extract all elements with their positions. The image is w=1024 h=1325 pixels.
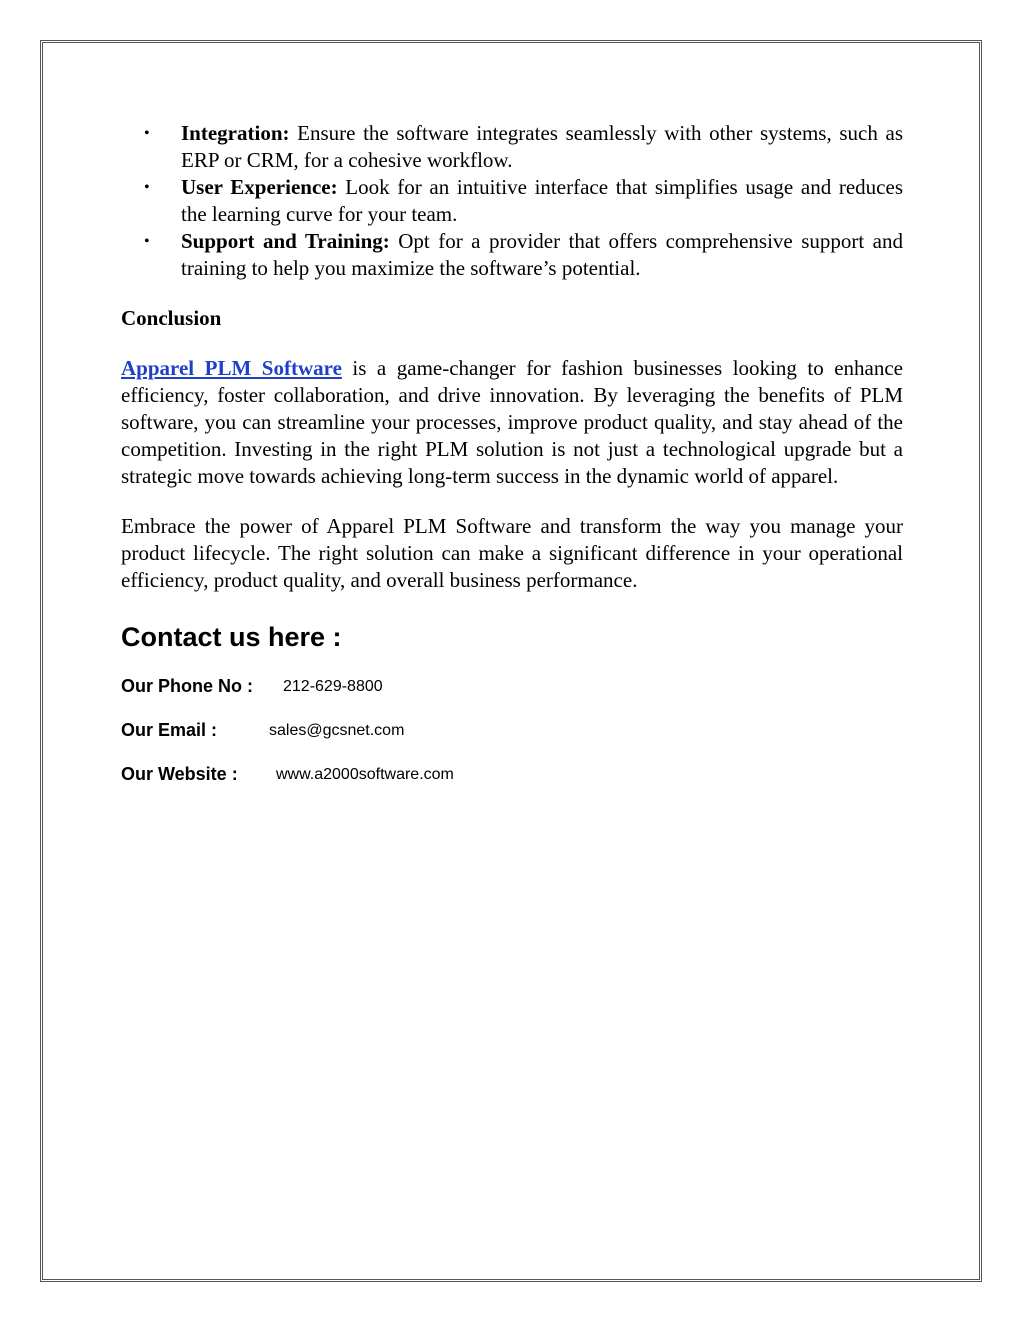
document-content [121,120,903,786]
conclusion-paragraph-1-text: is a game-changer for fashion businesses looking to enhance efficiency, foster collaboration, and drive innovation. By leveraging the benefits of PLM software, you can streamline your processes, improve product quality, and stay ahead of the competition. Investing in the right PLM solution is not just a technological upgrade but a strategic move towards achieving long-term success in the dynamic world of apparel. [121,356,903,488]
list-item-term: Integration: [181,121,290,145]
bullet-icon: • [144,125,150,142]
conclusion-paragraph-1 [121,355,903,490]
bullet-icon: • [144,233,150,250]
list-item [121,120,903,174]
list-item [121,228,903,282]
conclusion-paragraph-2: Embrace the power of Apparel PLM Software and transform the way you manage your product lifecycle. The right solution can make a significant difference in your operational efficiency, product quality, and overall business performance. [121,514,903,592]
contact-title: Contact us here : [121,622,342,652]
contact-website-row [121,762,903,786]
list-item-text: Opt for a provider that offers comprehensive support and training to help you maximize the software’s potential. [181,229,903,280]
list-item-text: Ensure the software integrates seamlessly with other systems, such as ERP or CRM, for a cohesive workflow. [181,121,903,172]
email-label: Our Email : [121,720,218,740]
website-label: Our Website : [121,764,238,784]
apparel-plm-software-link[interactable]: Apparel PLM Software [121,356,342,380]
list-item-term: User Experience: [181,175,338,199]
list-item-term: Support and Training: [181,229,390,253]
website-value: www.a2000software.com [276,766,454,783]
phone-value: 212-629-8800 [283,678,383,695]
list-item [121,174,903,228]
contact-email-row [121,718,903,742]
email-value: sales@gcsnet.com [269,722,405,739]
list-item-text: Look for an intuitive interface that simplifies usage and reduces the learning curve for your team. [181,175,904,226]
feature-list [121,120,903,282]
conclusion-heading: Conclusion [121,306,222,330]
bullet-icon: • [144,179,150,196]
phone-label: Our Phone No : [121,676,253,696]
contact-phone-row [121,674,903,698]
